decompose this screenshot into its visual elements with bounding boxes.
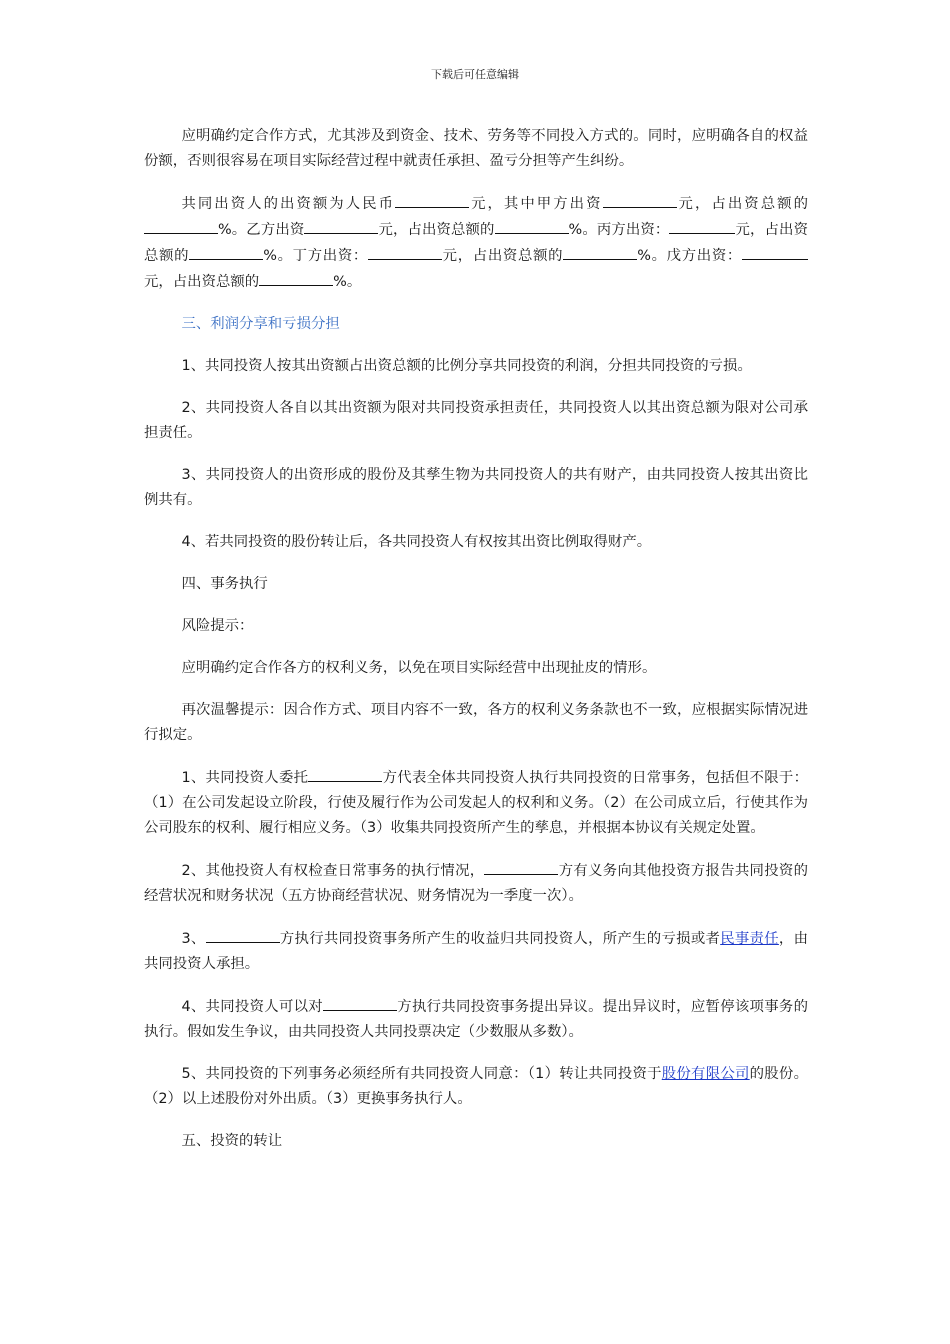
blank-party-a-percent[interactable] [144, 217, 218, 234]
text-span: 5、共同投资的下列事务必须经所有共同投资人同意：（1）转让共同投资于 [181, 1066, 662, 1082]
section-4-item-2 [144, 858, 808, 909]
section-4-item-3 [144, 926, 808, 977]
blank-objection-party[interactable] [323, 994, 397, 1011]
section-3-heading: 三、利润分享和亏损分担 [181, 316, 340, 332]
text-span: 3、 [181, 931, 206, 947]
page-header: 下载后可任意编辑 [431, 68, 519, 81]
text-span: 2、其他投资人有权检查日常事务的执行情况， [181, 863, 485, 879]
blank-party-c-percent[interactable] [189, 243, 263, 260]
blank-party-a-amount[interactable] [603, 191, 677, 208]
text-span: 1、共同投资人委托 [181, 770, 309, 786]
section-4-item-4 [144, 994, 808, 1045]
blank-reporting-party[interactable] [484, 858, 558, 875]
section-3-item-1: 1、共同投资人按其出资额占出资总额的比例分享共同投资的利润，分担共同投资的亏损。 [181, 358, 752, 374]
text-span: 方有义务向其他投资方报告共同投资的经营状况和财务状况（五方协商经营状况、财务情况为一季度一次）。 [144, 863, 808, 904]
text-span: %。丁方出资： [263, 248, 368, 264]
section-3-item-2: 2、共同投资人各自以其出资额为限对共同投资承担责任，共同投资人以其出资总额为限对公司承担责任。 [144, 400, 808, 441]
risk-text: 应明确约定合作各方的权利义务，以免在项目实际经营中出现扯皮的情形。 [181, 660, 657, 676]
section-4-heading: 四、事务执行 [181, 576, 268, 592]
blank-party-e-amount[interactable] [742, 243, 808, 260]
text-span: ，由共同投资人承担。 [144, 931, 808, 972]
document-body [144, 124, 808, 1171]
capital-contribution-paragraph [144, 191, 808, 295]
blank-party-c-amount[interactable] [669, 217, 735, 234]
text-span: 元，占出资总额的 [144, 274, 260, 290]
blank-party-e-percent[interactable] [259, 269, 333, 286]
text-span: 方代表全体共同投资人执行共同投资的日常事务，包括但不限于：（1）在公司发起设立阶段，行使及履行作为公司发起人的权利和义务。（2）在公司成立后，行使其作为公司股东的权利、履行相应义务。（3）收集共同投资所产生的孳息，并根据本协议有关规定处置。 [144, 770, 808, 836]
section-4-item-1 [144, 765, 808, 841]
text-span: 元，占出资总额的 [378, 222, 495, 238]
section-5-heading: 五、投资的转让 [181, 1133, 283, 1149]
text-span: 元，占出资总额的 [441, 248, 564, 264]
section-3-item-4: 4、若共同投资的股份转让后，各共同投资人有权按其出资比例取得财产。 [181, 534, 652, 550]
text-span: 4、共同投资人可以对 [181, 999, 323, 1015]
intro-paragraph: 应明确约定合作方式，尤其涉及到资金、技术、劳务等不同投入方式的。同时，应明确各自的权益份额，否则很容易在项目实际经营过程中就责任承担、盈亏分担等产生纠纷。 [144, 128, 808, 169]
blank-party-d-amount[interactable] [368, 243, 442, 260]
blank-executing-party[interactable] [308, 765, 382, 782]
text-span: %。戊方出资： [637, 248, 742, 264]
text-span: 的股份。（2）以上述股份对外出质。（3）更换事务执行人。 [144, 1066, 808, 1107]
risk-label: 风险提示： [181, 618, 254, 634]
text-span: 元，其中甲方出资 [469, 196, 603, 212]
blank-party-d-percent[interactable] [563, 243, 637, 260]
text-span: 方执行共同投资事务提出异议。提出异议时，应暂停该项事务的执行。假如发生争议，由共同投资人共同投票决定（少数服从多数）。 [144, 999, 808, 1040]
text-span: 方执行共同投资事务所产生的收益归共同投资人，所产生的亏损或者 [279, 931, 721, 947]
civil-liability-link[interactable]: 民事责任 [720, 931, 779, 947]
blank-total-amount[interactable] [395, 191, 469, 208]
blank-party-b-amount[interactable] [304, 217, 378, 234]
text-span: 共同出资人的出资额为人民币 [181, 196, 396, 212]
text-span: %。乙方出资 [218, 222, 305, 238]
text-span: %。 [333, 274, 362, 290]
text-span: %。丙方出资： [568, 222, 670, 238]
section-4-item-5 [144, 1062, 808, 1112]
text-span: 元，占出资总额的 [144, 222, 808, 264]
text-span: 元，占出资总额的 [676, 196, 808, 212]
reminder-text: 再次温馨提示：因合作方式、项目内容不一致，各方的权利义务条款也不一致，应根据实际情况进行拟定。 [144, 702, 808, 743]
blank-executing-party-2[interactable] [206, 926, 280, 943]
blank-party-b-percent[interactable] [495, 217, 569, 234]
section-3-item-3: 3、共同投资人的出资形成的股份及其孳生物为共同投资人的共有财产，由共同投资人按其出资比例共有。 [144, 467, 808, 508]
joint-stock-company-link[interactable]: 股份有限公司 [661, 1066, 750, 1082]
